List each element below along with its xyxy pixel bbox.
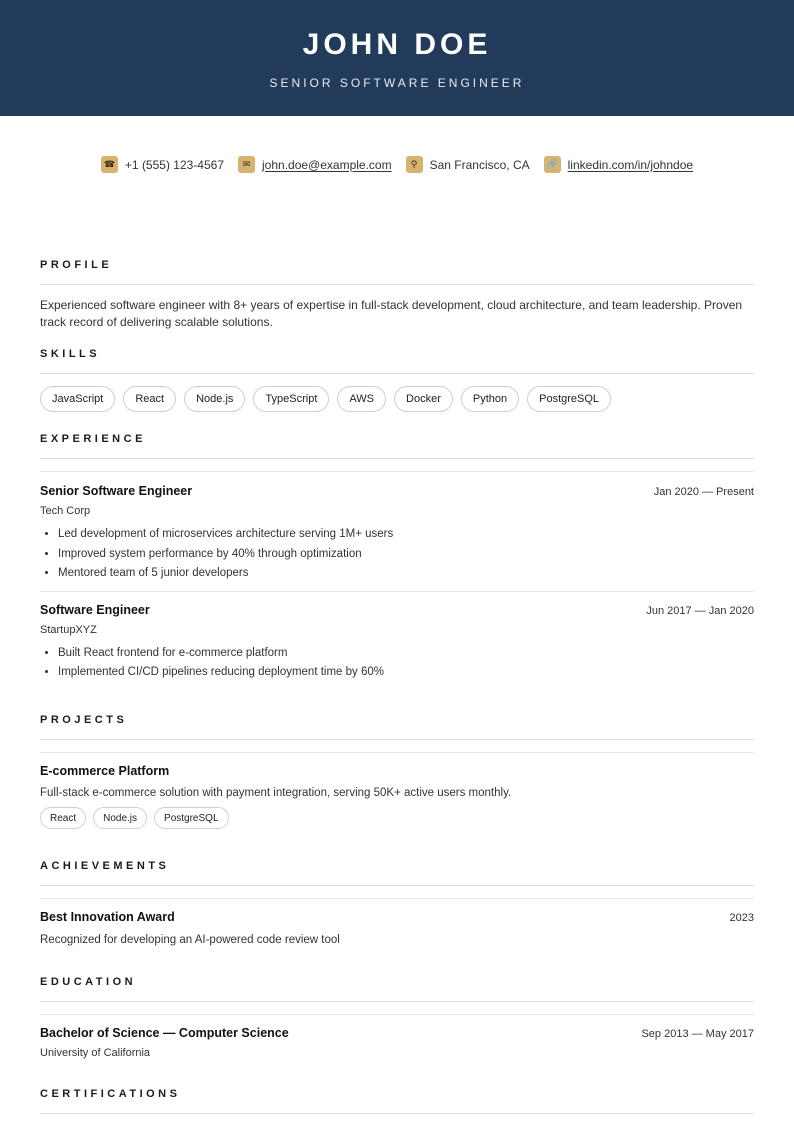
skill-chip: Python (461, 386, 519, 412)
list-item: • Led development of microservices architecture serving 1M+ users (58, 527, 754, 542)
email-icon: ✉ (238, 156, 255, 173)
section-divider (40, 898, 754, 899)
section-title-profile: PROFILE (40, 259, 754, 285)
job-bullets (40, 527, 754, 581)
section-divider (40, 1014, 754, 1015)
section-title-skills: SKILLS (40, 348, 754, 374)
section-title-experience: EXPERIENCE (40, 433, 754, 459)
skill-chip: Node.js (184, 386, 245, 412)
contact-location (406, 156, 530, 173)
list-item: • Mentored team of 5 junior developers (58, 566, 754, 581)
contact-email[interactable] (238, 156, 392, 173)
skill-chip: Docker (394, 386, 453, 412)
skill-chip: React (123, 386, 176, 412)
company-name: Tech Corp (40, 505, 91, 517)
skill-chip: AWS (337, 386, 386, 412)
skills-list (40, 386, 754, 412)
profile-text: Experienced software engineer with 8+ years of expertise in full-stack development, cloud architecture, and team leadership. Proven track record of delivering scalable solutions. (40, 298, 743, 329)
list-item: • Improved system performance by 40% through optimization (58, 547, 754, 562)
location-text: San Francisco, CA (429, 157, 530, 172)
tag-chip: PostgreSQL (154, 807, 228, 829)
skill-chip: TypeScript (253, 386, 329, 412)
skill-chip: PostgreSQL (527, 386, 611, 412)
phone-text: +1 (555) 123-4567 (124, 157, 224, 172)
section-certifications (40, 1088, 754, 1114)
phone-icon: ☎ (101, 156, 118, 173)
experience-entry (40, 484, 754, 581)
experience-entry (40, 603, 754, 680)
section-title-certifications: CERTIFICATIONS (40, 1088, 754, 1114)
company-name: StartupXYZ (40, 623, 97, 636)
education-dates: Sep 2013 — May 2017 (641, 1028, 754, 1040)
degree-name: Bachelor of Science — Computer Science (40, 1026, 289, 1040)
project-tags (40, 807, 754, 829)
tag-chip: React (40, 807, 86, 829)
school-name: University of California (40, 1047, 151, 1059)
linkedin-link[interactable]: linkedin.com/in/johndoe (567, 157, 694, 172)
entry-divider (40, 591, 754, 592)
achievement-year: 2023 (729, 912, 754, 924)
job-dates: Jan 2020 — Present (653, 486, 754, 498)
skill-chip: JavaScript (40, 386, 115, 412)
contact-linkedin[interactable] (544, 156, 693, 173)
job-title: Software Engineer (40, 602, 150, 617)
job-bullets (40, 646, 754, 680)
email-link[interactable]: john.doe@example.com (262, 157, 392, 172)
project-name: E-commerce Platform (40, 764, 170, 778)
list-item: • Built React frontend for e-commerce platform (58, 646, 754, 661)
contact-phone (101, 156, 224, 173)
section-title-projects: PROJECTS (40, 714, 754, 740)
contact-bar (0, 156, 794, 173)
section-divider (40, 752, 754, 753)
project-entry (40, 764, 754, 829)
job-dates: Jun 2017 — Jan 2020 (646, 604, 754, 617)
job-title: Senior Software Engineer (40, 484, 193, 498)
resume-header (0, 0, 794, 116)
candidate-name: JOHN DOE (302, 28, 492, 61)
achievement-name: Best Innovation Award (40, 910, 175, 924)
education-entry (40, 1026, 754, 1059)
section-achievements (40, 860, 754, 946)
achievement-description: Recognized for developing an AI-powered code review tool (40, 934, 340, 946)
section-projects (40, 714, 754, 829)
section-divider (40, 471, 754, 472)
section-title-achievements: ACHIEVEMENTS (40, 860, 754, 886)
section-profile (40, 259, 754, 331)
candidate-role: SENIOR SOFTWARE ENGINEER (269, 76, 525, 90)
section-skills (40, 348, 754, 412)
section-experience (40, 433, 754, 685)
project-description: Full-stack e-commerce solution with payment integration, serving 50K+ active users monthly. (40, 787, 512, 799)
list-item: • Implemented CI/CD pipelines reducing deployment time by 60% (58, 665, 754, 680)
section-education (40, 976, 754, 1059)
section-title-education: EDUCATION (40, 976, 754, 1002)
location-icon: ⚲ (406, 156, 423, 173)
tag-chip: Node.js (93, 807, 147, 829)
link-icon: 🔗 (544, 156, 561, 173)
achievement-entry (40, 910, 754, 946)
